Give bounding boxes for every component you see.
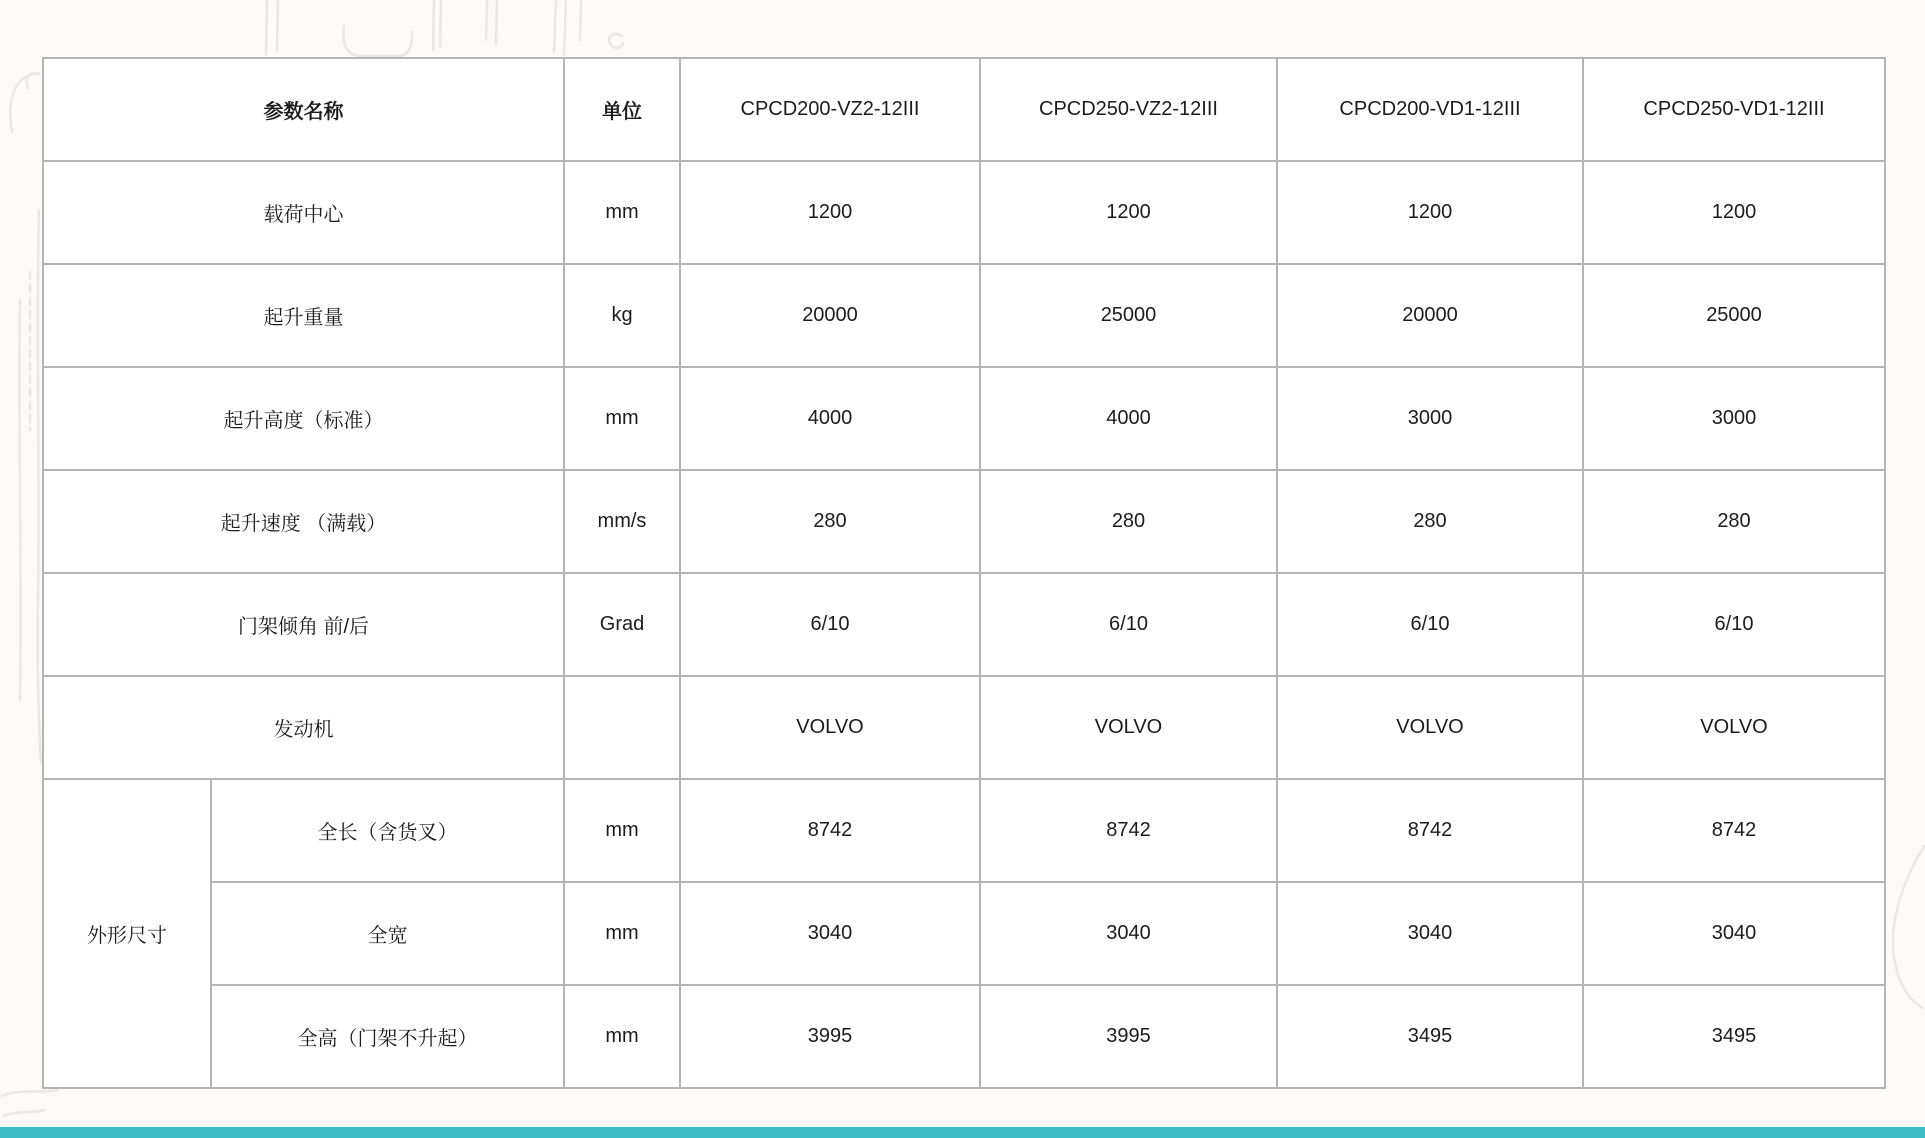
param-label-cell: 全宽 [211, 882, 564, 985]
value-cell: 6/10 [980, 573, 1277, 676]
spec-table [42, 57, 1886, 1089]
table-row-lift-height [43, 367, 1885, 470]
value-cell: 4000 [680, 367, 980, 470]
table-row-overall-width [43, 882, 1885, 985]
header-model-3: CPCD200-VD1-12III [1277, 58, 1583, 161]
sketch-top-lines [266, 0, 581, 55]
param-label-cell: 发动机 [43, 676, 564, 779]
unit-cell: Grad [564, 573, 680, 676]
table-row-load-center [43, 161, 1885, 264]
sketch-bottom-right-curve [1893, 846, 1924, 1008]
header-model-1: CPCD200-VZ2-12III [680, 58, 980, 161]
dimension-group-cell: 外形尺寸 [43, 779, 211, 1088]
header-param: 参数名称 [43, 58, 564, 161]
param-label-cell: 全长（含货叉） [211, 779, 564, 882]
value-cell: VOLVO [1583, 676, 1885, 779]
value-cell: 280 [1583, 470, 1885, 573]
value-cell: 8742 [1277, 779, 1583, 882]
sketch-top-curl [609, 34, 623, 48]
value-cell: 25000 [1583, 264, 1885, 367]
param-label-cell: 起升速度 （满载） [43, 470, 564, 573]
unit-cell: mm [564, 882, 680, 985]
value-cell: 4000 [980, 367, 1277, 470]
value-cell: 3995 [980, 985, 1277, 1088]
unit-cell [564, 676, 680, 779]
header-row [43, 58, 1885, 161]
sketch-top-bracket [344, 26, 413, 56]
table-row-mast-tilt [43, 573, 1885, 676]
value-cell: 8742 [1583, 779, 1885, 882]
value-cell: 3040 [980, 882, 1277, 985]
param-label-cell: 载荷中心 [43, 161, 564, 264]
table-row-engine [43, 676, 1885, 779]
value-cell: 280 [680, 470, 980, 573]
value-cell: 1200 [1583, 161, 1885, 264]
value-cell: 3000 [1277, 367, 1583, 470]
value-cell: 6/10 [1583, 573, 1885, 676]
unit-cell: kg [564, 264, 680, 367]
value-cell: 8742 [680, 779, 980, 882]
param-label-cell: 门架倾角 前/后 [43, 573, 564, 676]
value-cell: 3040 [680, 882, 980, 985]
table-row-lift-capacity [43, 264, 1885, 367]
value-cell: 1200 [680, 161, 980, 264]
table-row-overall-height [43, 985, 1885, 1088]
sketch-left-loop [10, 73, 40, 132]
sketch-left-line-2 [19, 300, 20, 700]
param-label-cell: 起升高度（标准） [43, 367, 564, 470]
value-cell: 3495 [1583, 985, 1885, 1088]
value-cell: 20000 [1277, 264, 1583, 367]
value-cell: 3040 [1277, 882, 1583, 985]
unit-cell: mm [564, 367, 680, 470]
value-cell: 3495 [1277, 985, 1583, 1088]
value-cell: 6/10 [680, 573, 980, 676]
param-label-cell: 起升重量 [43, 264, 564, 367]
footer-accent-bar [0, 1127, 1925, 1138]
value-cell: 280 [1277, 470, 1583, 573]
value-cell: 20000 [680, 264, 980, 367]
value-cell: 3040 [1583, 882, 1885, 985]
value-cell: 1200 [1277, 161, 1583, 264]
header-unit: 单位 [564, 58, 680, 161]
unit-cell: mm [564, 161, 680, 264]
unit-cell: mm/s [564, 470, 680, 573]
value-cell: VOLVO [980, 676, 1277, 779]
value-cell: 6/10 [1277, 573, 1583, 676]
unit-cell: mm [564, 985, 680, 1088]
value-cell: VOLVO [1277, 676, 1583, 779]
sketch-bottom-left-strokes [2, 1090, 58, 1116]
unit-cell: mm [564, 779, 680, 882]
param-label-cell: 全高（门架不升起） [211, 985, 564, 1088]
value-cell: 280 [980, 470, 1277, 573]
table-row-lift-speed [43, 470, 1885, 573]
value-cell: VOLVO [680, 676, 980, 779]
value-cell: 25000 [980, 264, 1277, 367]
value-cell: 1200 [980, 161, 1277, 264]
value-cell: 3000 [1583, 367, 1885, 470]
sketch-left-line [38, 210, 41, 762]
header-model-2: CPCD250-VZ2-12III [980, 58, 1277, 161]
value-cell: 3995 [680, 985, 980, 1088]
header-model-4: CPCD250-VD1-12III [1583, 58, 1885, 161]
value-cell: 8742 [980, 779, 1277, 882]
table-row-overall-length [43, 779, 1885, 882]
